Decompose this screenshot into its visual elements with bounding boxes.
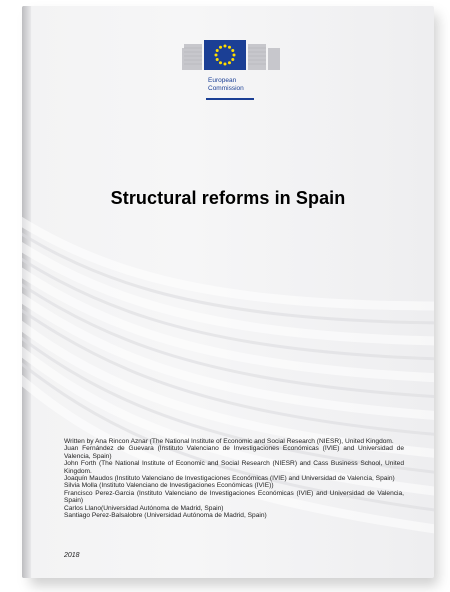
report-title: Structural reforms in Spain xyxy=(110,188,346,208)
author-line: Joaquín Maudos (Instituto Valenciano de Investigaciones Económicas (IVIE) and Universidad de Valencia, Spain) xyxy=(64,475,395,483)
european-commission-logo xyxy=(182,36,286,102)
eu-flag-icon xyxy=(204,40,246,70)
author-line: Carlos Llano(Universidad Autónoma de Madrid, Spain) xyxy=(64,504,224,512)
author-list xyxy=(64,438,404,519)
logo-underline xyxy=(206,98,254,100)
logo-text: European Commission xyxy=(208,77,244,92)
author-line: Francisco Perez-Garcia (Instituto Valenciano de Investigaciones Económicas (IVIE) and Universidad de Valencia, Spain) xyxy=(64,489,404,505)
author-line: Juan Fernández de Guevara (Instituto Valenciano de Investigaciones Económicas (IVIE) and Universidad de Valencia, Spain) xyxy=(64,445,404,460)
publication-year: 2018 xyxy=(64,552,80,559)
author-line: Written by Ana Rincon Aznar (The National Institute of Economic and Social Research (NIESR), United Kingdom. xyxy=(64,438,394,445)
author-line: Silvia Molla (Instituto Valenciano de Investigaciones Económicas (IVIE)) xyxy=(64,482,274,490)
report-cover xyxy=(22,6,434,578)
author-line: John Forth (The National Institute of Economic and Social Research (NIESR) and Cass Business School, United Kingdom. xyxy=(64,460,404,475)
author-line: Santiago Perez-Balsalobre (Universidad Autónoma de Madrid, Spain) xyxy=(64,512,267,520)
